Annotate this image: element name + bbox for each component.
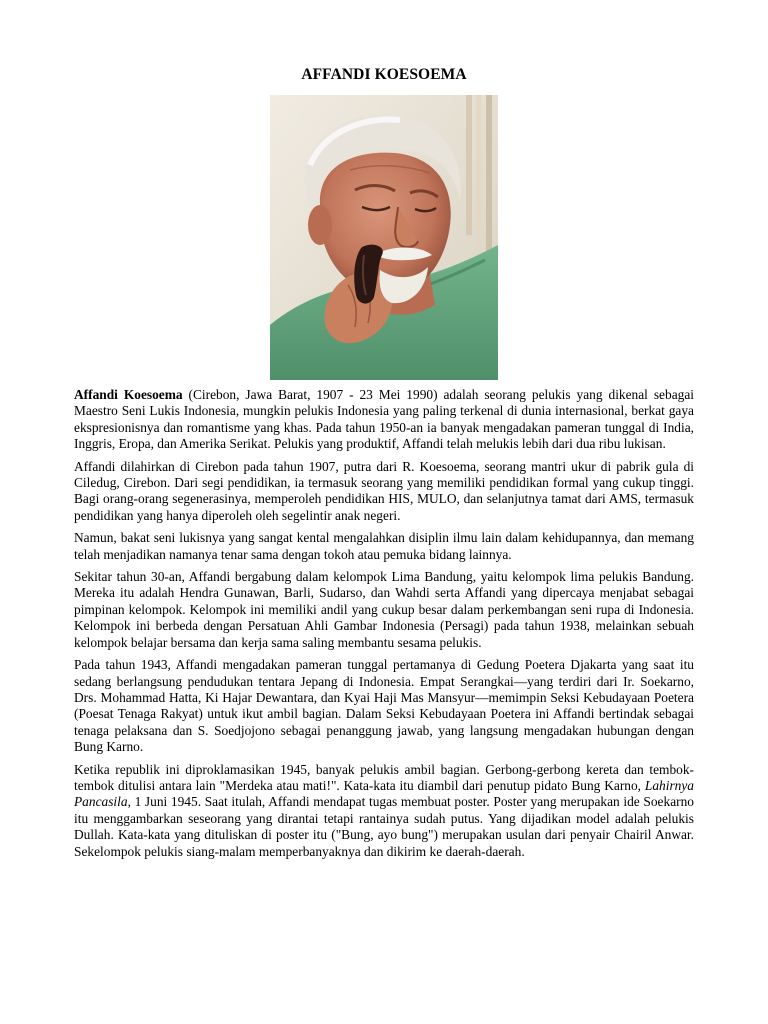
article-body (74, 387, 694, 866)
portrait-illustration (270, 95, 498, 380)
speech-title: Lahirnya Pancasila (74, 777, 694, 810)
paragraph: Affandi dilahirkan di Cirebon pada tahun 1907, putra dari R. Koesoema, seorang mantri ukur di pabrik gula di Ciledug, Cirebon. Dari segi pendidikan, ia termasuk seorang yang memiliki pendidikan formal yang cukup tinggi. Bagi orang-orang segenerasinya, memperoleh pendidikan HIS, MULO, dan selanjutnya tamat dari AMS, termasuk pendidikan yang hanya diperoleh oleh segelintir anak negeri. (74, 458, 694, 523)
document-title: AFFANDI KOESOEMA (301, 66, 467, 83)
portrait-photo (270, 95, 498, 380)
subject-name: Affandi Koesoema (74, 387, 183, 402)
paragraph: Ketika republik ini diproklamasikan 1945, banyak pelukis ambil bagian. Gerbong-gerbong kereta dan tembok-tembok ditulisi antara lain "Merdeka atau mati!". Kata-kata itu diambil dari penutup pidato Bung Karno, Lahirnya Pancasila, 1 Juni 1945. Saat itulah, Affandi mendapat tugas membuat poster. Poster yang merupakan ide Soekarno itu menggambarkan seseorang yang dirantai tetapi rantainya sudah putus. Yang dijadikan model adalah pelukis Dullah. Kata-kata yang dituliskan di poster itu ("Bung, ayo bung") merupakan usulan dari penyair Chairil Anwar. Sekelompok pelukis siang-malam memperbanyaknya dan dikirim ke daerah-daerah. (74, 761, 694, 859)
paragraph: Affandi Koesoema (Cirebon, Jawa Barat, 1907 - 23 Mei 1990) adalah seorang pelukis yang dikenal sebagai Maestro Seni Lukis Indonesia, mungkin pelukis Indonesia yang paling terkenal di dunia internasional, berkat gaya ekspresionisnya dan romantisme yang khas. Pada tahun 1950-an ia banyak mengadakan pameran tunggal di India, Inggris, Eropa, dan Amerika Serikat. Pelukis yang produktif, Affandi telah melukis lebih dari dua ribu lukisan. (74, 387, 694, 452)
paragraph: Namun, bakat seni lukisnya yang sangat kental mengalahkan disiplin ilmu lain dalam kehidupannya, dan memang telah menjadikan namanya tenar sama dengan tokoh atau pemuka bidang lainnya. (74, 530, 694, 562)
paragraph: Sekitar tahun 30-an, Affandi bergabung dalam kelompok Lima Bandung, yaitu kelompok lima pelukis Bandung. Mereka itu adalah Hendra Gunawan, Barli, Sudarso, dan Wahdi serta Affandi yang dipercaya menjabat sebagai pimpinan kelompok. Kelompok ini memiliki andil yang cukup besar dalam perkembangan seni rupa di Indonesia. Kelompok ini berbeda dengan Persatuan Ahli Gambar Indonesia (Persagi) pada tahun 1938, melainkan sebuah kelompok belajar bersama dan kerja sama saling membantu sesama pelukis. (74, 569, 694, 650)
paragraph: Pada tahun 1943, Affandi mengadakan pameran tunggal pertamanya di Gedung Poetera Djakarta yang saat itu sedang berlangsung pendudukan tentara Jepang di Indonesia. Empat Serangkai—yang terdiri dari Ir. Soekarno, Drs. Mohammad Hatta, Ki Hajar Dewantara, dan Kyai Haji Mas Mansyur—memimpin Seksi Kebudayaan Poetera (Poesat Tenaga Rakyat) untuk ikut ambil bagian. Dalam Seksi Kebudayaan Poetera ini Affandi bertindak sebagai tenaga pelaksana dan S. Soedjojono sebagai penanggung jawab, yang langsung mengadakan hubungan dengan Bung Karno. (74, 657, 694, 755)
